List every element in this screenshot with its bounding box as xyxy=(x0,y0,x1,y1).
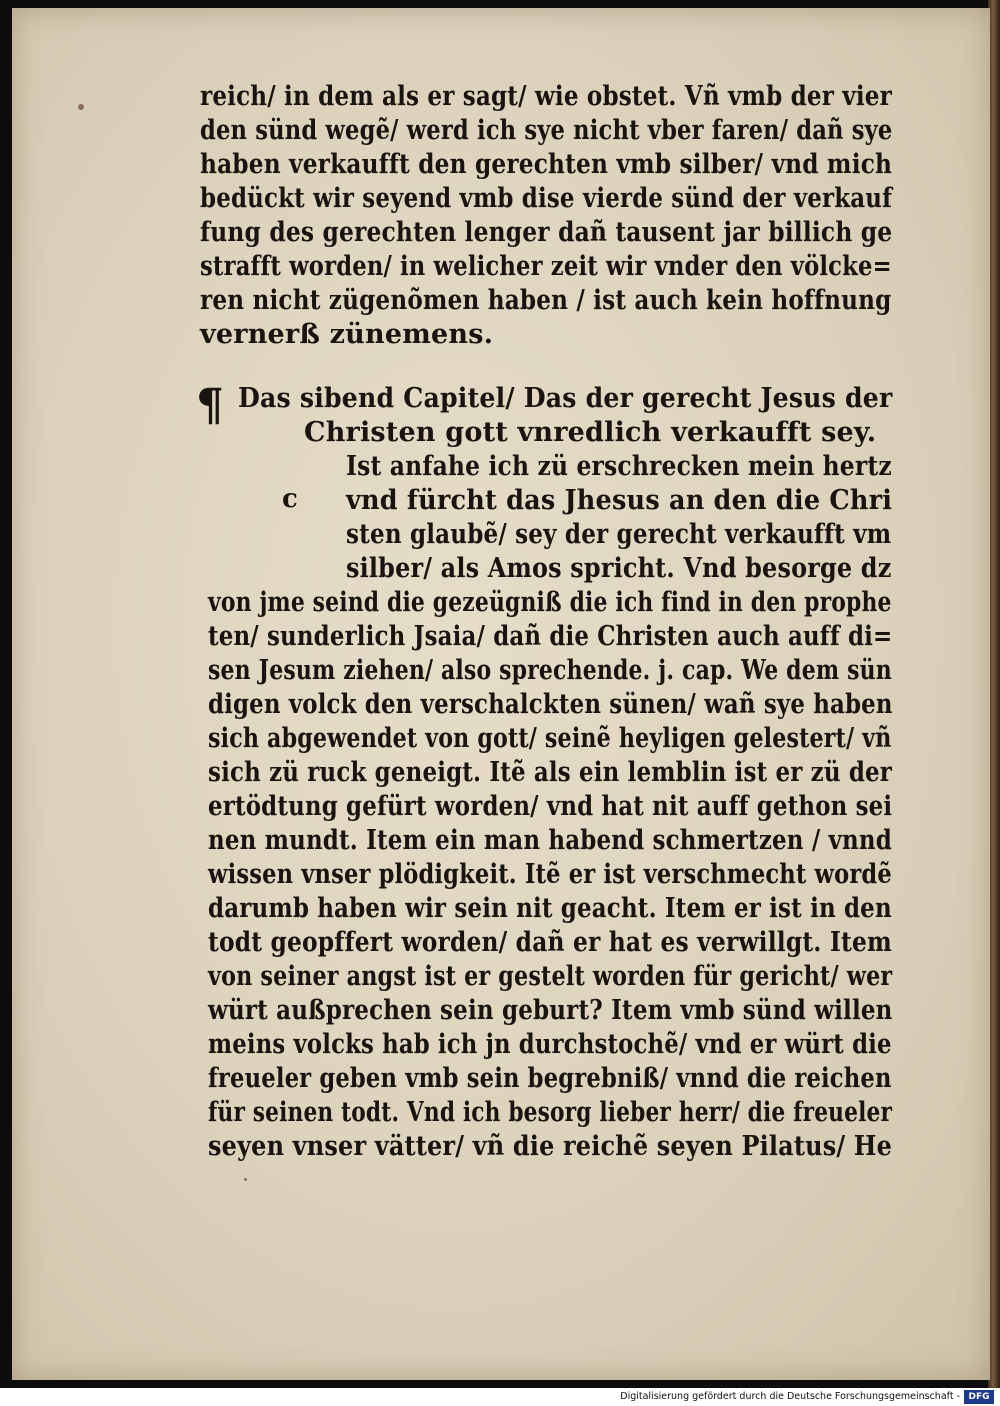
footer-bar xyxy=(0,1388,1000,1406)
text-line: für seinen todt. Vnd ich besorg lieber herr/ die freueler xyxy=(208,1097,893,1128)
dfg-logo: DFG xyxy=(964,1390,994,1404)
text-line: strafft worden/ in welicher zeit wir vnder den völcke= xyxy=(200,251,892,282)
chapter-heading: Christen gott vnredlich verkaufft sey. xyxy=(304,417,877,448)
text-line: ren nicht zügenõmen haben / ist auch kein hoffnung xyxy=(200,285,892,316)
text-line: reich/ in dem als er sagt/ wie obstet. Vñ vmb der vier xyxy=(200,81,892,112)
text-line: darumb haben wir sein nit geacht. Item er ist in den xyxy=(208,893,892,924)
text-line: vernerß zünemens. xyxy=(200,319,494,350)
book-page xyxy=(12,8,990,1380)
margin-mark: c xyxy=(282,484,298,514)
footer-credit: Digitalisierung gefördert durch die Deutsche Forschungsgemeinschaft - xyxy=(620,1391,960,1402)
text-line: meins volcks hab ich jn durchstochẽ/ vnd er würt die xyxy=(208,1029,892,1060)
text-line: haben verkaufft den gerechten vmb silber/ vnd mich xyxy=(200,149,893,180)
text-line: silber/ als Amos spricht. Vnd besorge dz xyxy=(346,553,892,584)
text-line: nen mundt. Item ein man habend schmertzen / vnnd xyxy=(208,825,892,856)
text-line: ten/ sunderlich Jsaia/ dañ die Christen auch auff di= xyxy=(208,621,893,652)
text-line: Ist anfahe ich zü erschrecken mein hertz xyxy=(346,451,892,482)
chapter-heading: Das sibend Capitel/ Das der gerecht Jesus der xyxy=(238,383,893,414)
paper-speck xyxy=(78,104,84,110)
text-line: von seiner angst ist er gestelt worden für gericht/ wer xyxy=(208,961,893,992)
text-line: von jme seind die gezeügniß die ich find in den prophe xyxy=(208,587,892,618)
text-line: bedückt wir seyend vmb dise vierde sünd der verkauf xyxy=(200,183,893,214)
text-line: würt außprechen sein geburt? Item vmb sünd willen xyxy=(208,995,893,1026)
text-line: freueler geben vmb sein begrebniß/ vnnd die reichen xyxy=(208,1063,892,1094)
text-line: sich abgewendet von gott/ seinẽ heyligen gelestert/ vñ xyxy=(208,723,892,754)
text-line: ertödtung gefürt worden/ vnd hat nit auff gethon sei xyxy=(208,791,893,822)
text-line: todt geopffert worden/ dañ er hat es verwillgt. Item xyxy=(208,927,892,958)
text-line: wissen vnser plödigkeit. Itẽ er ist verschmecht wordẽ xyxy=(208,859,892,890)
text-line: sten glaubẽ/ sey der gerecht verkaufft vm xyxy=(346,519,892,550)
text-line: seyen vnser vätter/ vñ die reichẽ seyen Pilatus/ He xyxy=(208,1131,893,1162)
text-line: sen Jesum ziehen/ also sprechende. j. cap. We dem sün xyxy=(208,655,892,686)
text-line: fung des gerechten lenger dañ tausent jar billich ge xyxy=(200,217,893,248)
text-line: digen volck den verschalckten sünen/ wañ sye haben xyxy=(208,689,893,720)
text-line: vnd fürcht das Jhesus an den die Chri xyxy=(346,485,893,516)
text-line: den sünd wegẽ/ werd ich sye nicht vber faren/ dañ sye xyxy=(200,115,893,146)
paper-speck xyxy=(244,1178,247,1181)
text-line: sich zü ruck geneigt. Itẽ als ein lemblin ist er zü der xyxy=(208,757,893,788)
pilcrow-mark: ¶ xyxy=(196,380,224,431)
